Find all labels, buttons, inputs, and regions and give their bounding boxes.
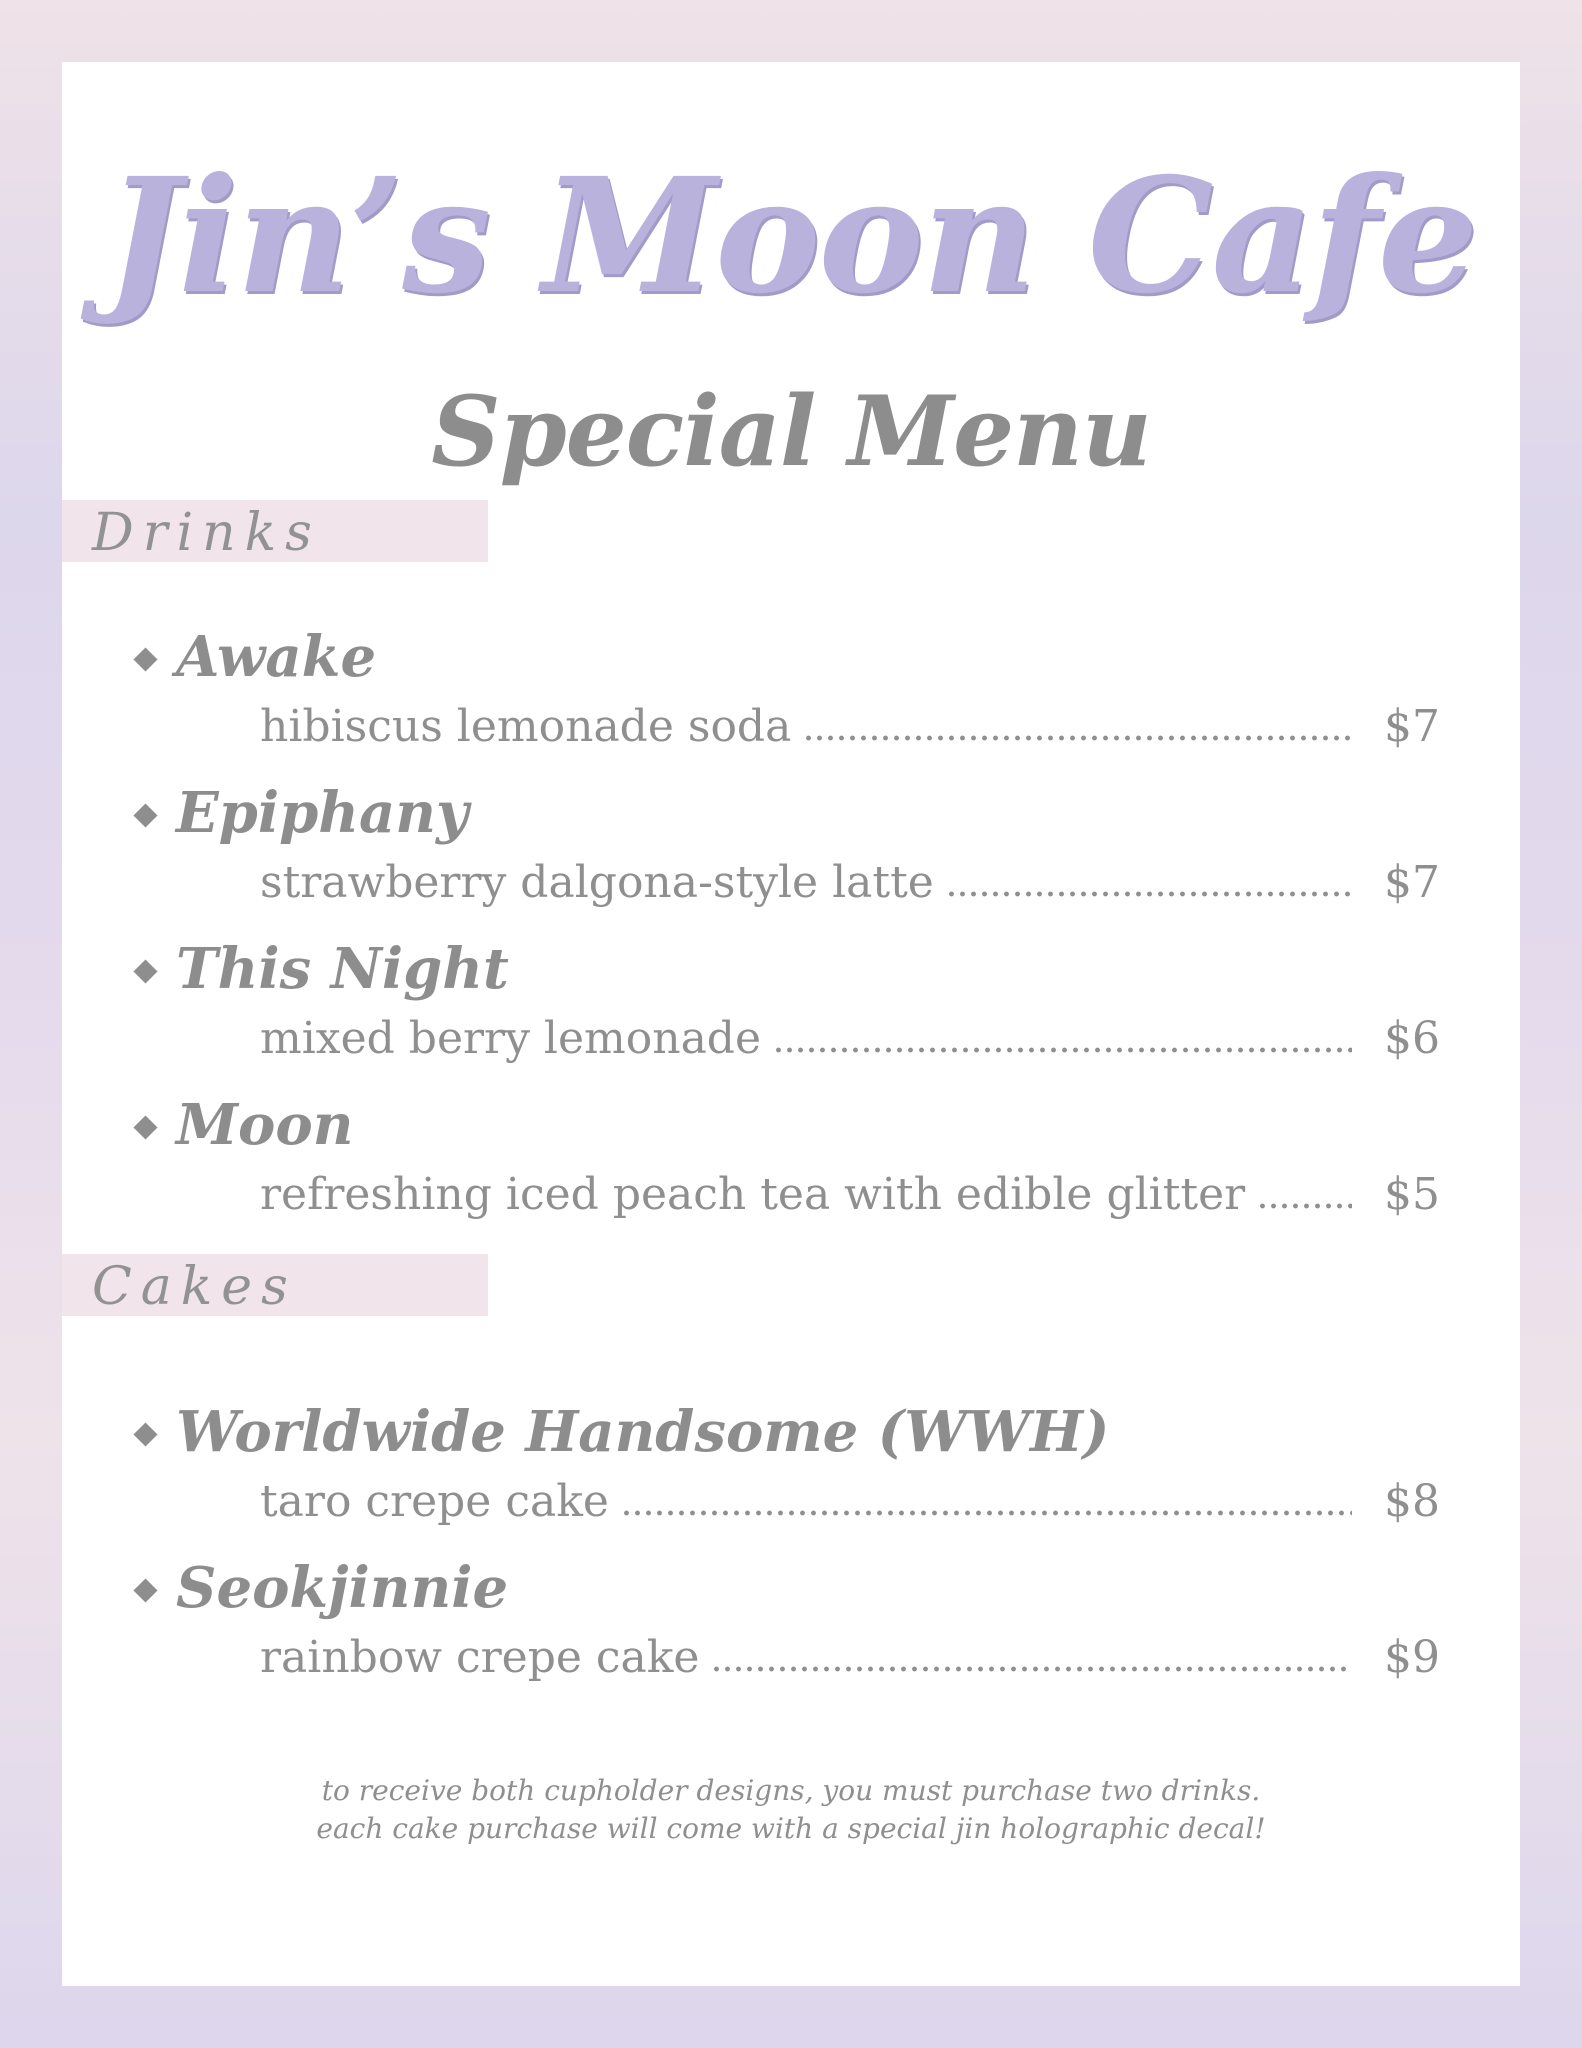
item-description-row — [260, 1009, 1440, 1069]
item-description-row — [260, 697, 1440, 757]
section-label: Drinks — [92, 503, 321, 563]
item-name: Awake — [176, 624, 377, 690]
dot-leader — [803, 735, 1352, 741]
diamond-bullet-icon — [133, 1115, 157, 1139]
item-price: $5 — [1384, 1169, 1440, 1220]
item-description-row — [260, 1628, 1440, 1688]
diamond-bullet-icon — [133, 1578, 157, 1602]
section-header-drinks — [62, 500, 488, 562]
dot-leader — [946, 891, 1352, 897]
item-price: $8 — [1384, 1476, 1440, 1527]
menu-sheet — [62, 62, 1520, 1986]
menu-item — [62, 775, 1520, 915]
cafe-title: Jin’s Moon Cafe — [105, 144, 1477, 329]
dot-leader — [711, 1666, 1352, 1672]
item-name: Worldwide Handsome (WWH) — [176, 1399, 1110, 1465]
diamond-bullet-icon — [133, 1422, 157, 1446]
diamond-bullet-icon — [133, 959, 157, 983]
section-header-cakes — [62, 1254, 488, 1316]
item-description: hibiscus lemonade soda — [260, 701, 792, 752]
item-description-row — [260, 1165, 1440, 1225]
menu-item — [62, 1087, 1520, 1227]
item-price: $7 — [1384, 857, 1440, 908]
item-description: refreshing iced peach tea with edible glitter — [260, 1169, 1246, 1220]
item-description: rainbow crepe cake — [260, 1632, 700, 1683]
footnote-line-1: to receive both cupholder designs, you must purchase two drinks. — [321, 1774, 1261, 1807]
section-label: Cakes — [92, 1257, 297, 1317]
item-description: strawberry dalgona-style latte — [260, 857, 934, 908]
menu-item — [62, 1550, 1520, 1690]
item-name: Seokjinnie — [176, 1555, 509, 1621]
dot-leader — [773, 1047, 1352, 1053]
item-description: taro crepe cake — [260, 1476, 609, 1527]
item-price: $6 — [1384, 1013, 1440, 1064]
footnote — [62, 1772, 1520, 1848]
menu-item — [62, 931, 1520, 1071]
menu-item — [62, 619, 1520, 759]
dot-leader — [1257, 1203, 1352, 1209]
item-name: This Night — [176, 936, 509, 1002]
item-price: $7 — [1384, 701, 1440, 752]
item-description-row — [260, 853, 1440, 913]
item-description-row — [260, 1472, 1440, 1532]
diamond-bullet-icon — [133, 803, 157, 827]
item-description: mixed berry lemonade — [260, 1013, 762, 1064]
item-name: Moon — [176, 1092, 354, 1158]
menu-item — [62, 1394, 1520, 1534]
footnote-line-2: each cake purchase will come with a special jin holographic decal! — [316, 1812, 1266, 1845]
dot-leader — [621, 1510, 1352, 1516]
menu-subtitle: Special Menu — [431, 375, 1151, 488]
item-price: $9 — [1384, 1632, 1440, 1683]
diamond-bullet-icon — [133, 647, 157, 671]
item-name: Epiphany — [176, 780, 469, 846]
